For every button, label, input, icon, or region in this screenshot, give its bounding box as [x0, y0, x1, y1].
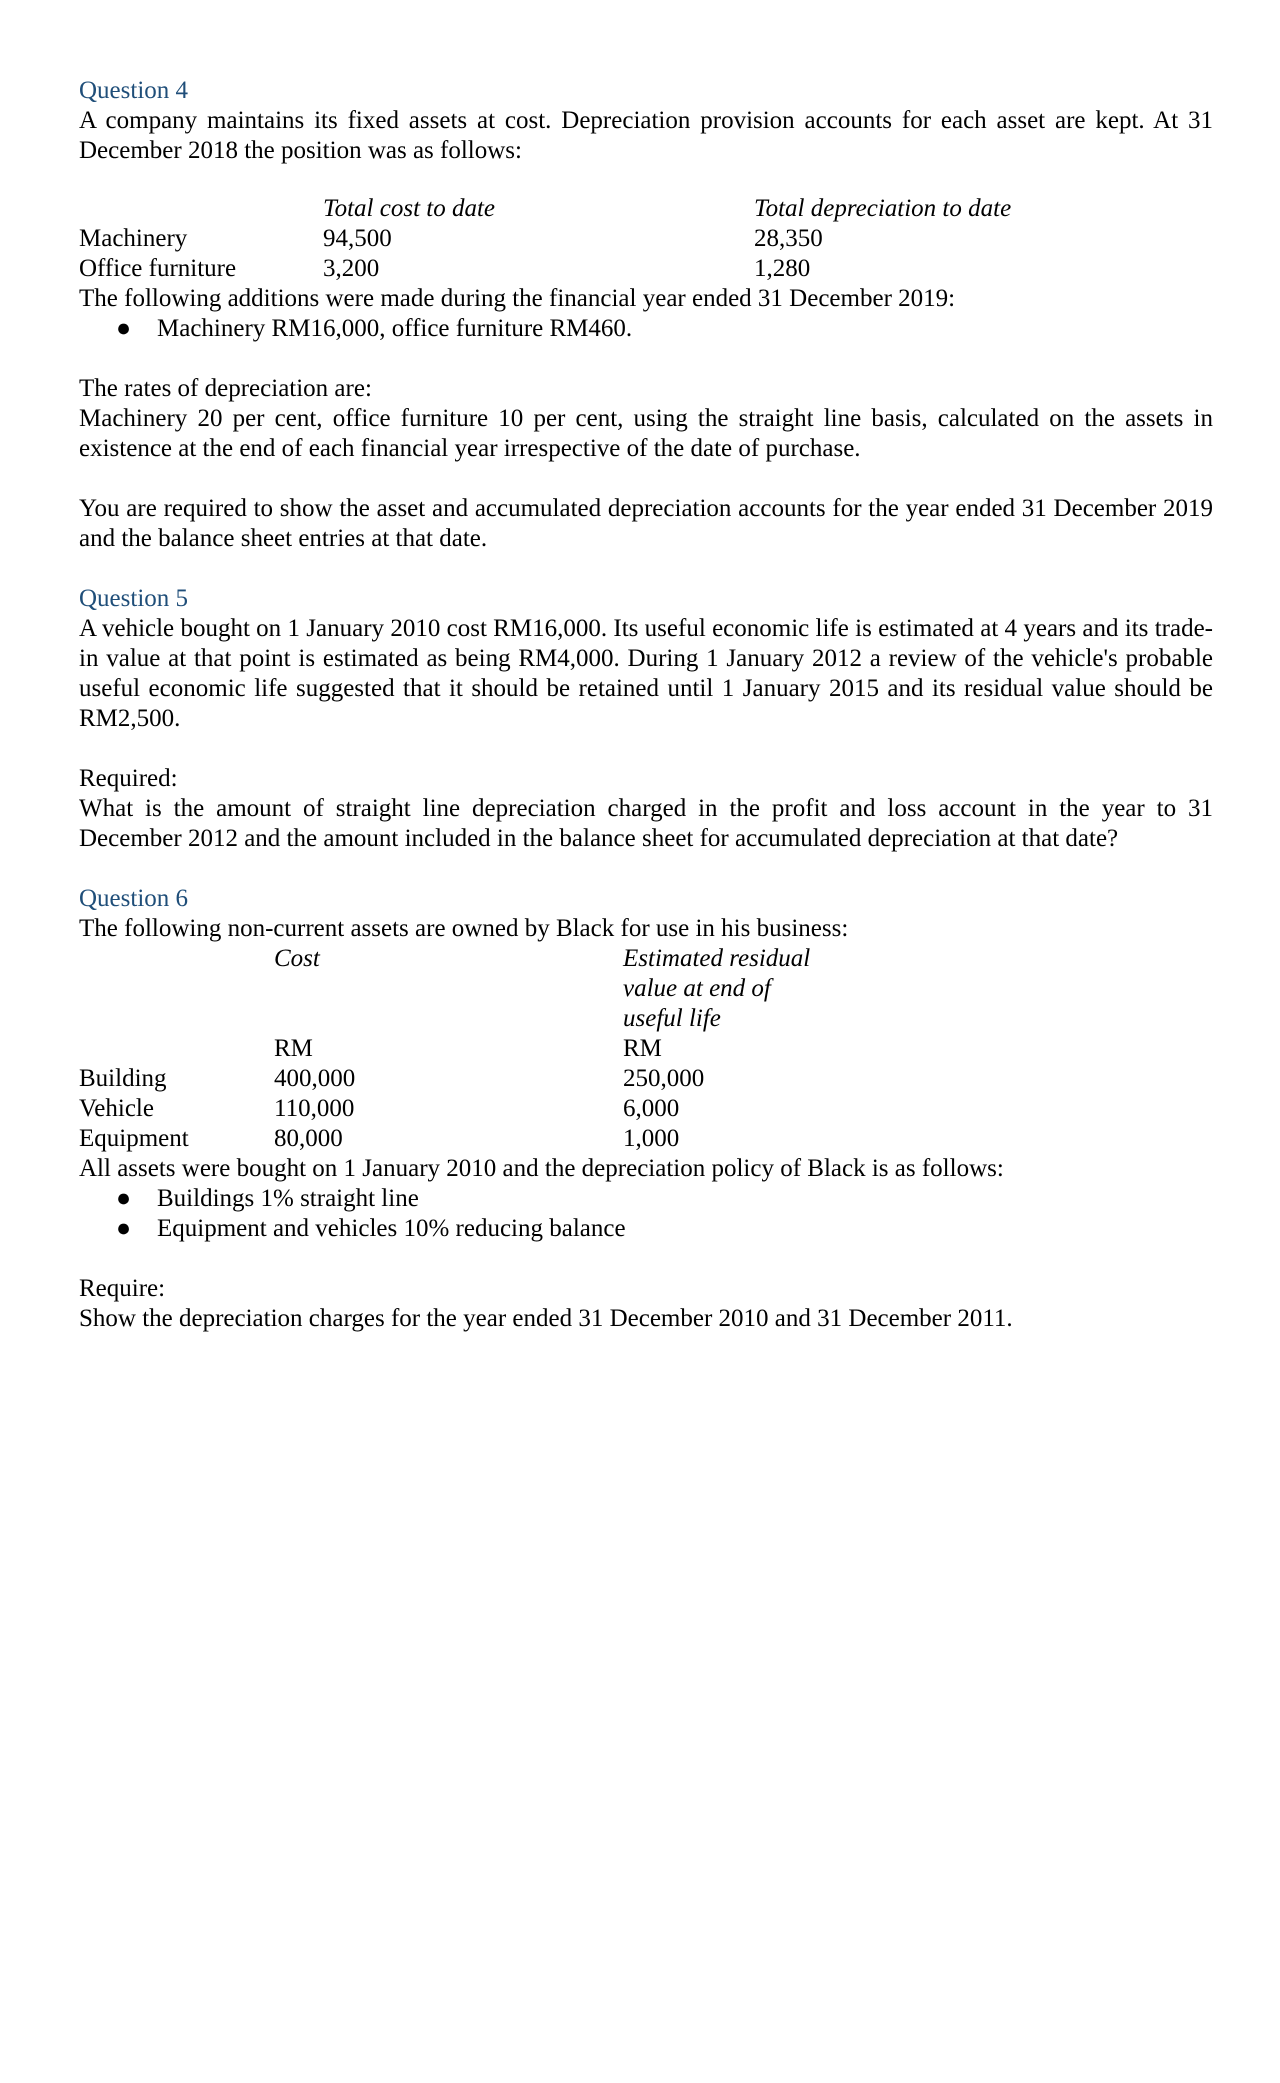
- question-4-intro: A company maintains its fixed assets at cost. Depreciation provision accounts for each asset are kept. At 31 December 2018 the position was as follows:: [79, 107, 1213, 164]
- question-6-bullets: [79, 1184, 1213, 1244]
- question-4-heading: Question 4: [79, 77, 189, 104]
- row-residual: 1,000: [623, 1125, 680, 1152]
- unit-cost: RM: [274, 1035, 313, 1062]
- header-cost: Cost: [274, 945, 320, 972]
- list-item: ● Machinery RM16,000, office furniture RM460.: [116, 315, 633, 342]
- question-4-rates-text: Machinery 20 per cent, office furniture 10 per cent, using the straight line basis, calculated on the assets in existence at the end of each financial year irrespective of the date of purchase.: [79, 405, 1213, 462]
- row-cost: 3,200: [323, 255, 380, 282]
- bullet-icon: ●: [116, 315, 132, 342]
- row-depreciation: 28,350: [754, 225, 823, 252]
- table-row: [79, 1094, 1213, 1124]
- row-cost: 110,000: [274, 1095, 355, 1122]
- list-item: ● Equipment and vehicles 10% reducing balance: [116, 1215, 626, 1242]
- row-residual: 6,000: [623, 1095, 680, 1122]
- table-header-row: [79, 944, 1213, 974]
- question-5-required-text: What is the amount of straight line depreciation charged in the profit and loss account in the year to 31 December 2012 and the amount included in the balance sheet for accumulated depreciation at that date?: [79, 795, 1213, 852]
- row-label: Equipment: [79, 1125, 189, 1152]
- question-5-heading: Question 5: [79, 585, 189, 612]
- question-5: [79, 584, 1213, 854]
- row-label: Vehicle: [79, 1095, 154, 1122]
- question-6-policy: All assets were bought on 1 January 2010 and the depreciation policy of Black is as follows:: [79, 1155, 1004, 1182]
- row-depreciation: 1,280: [754, 255, 811, 282]
- table-unit-row: [79, 1034, 1213, 1064]
- question-6-require-text: Show the depreciation charges for the year ended 31 December 2010 and 31 December 2011.: [79, 1305, 1013, 1332]
- question-6: [79, 884, 1213, 1334]
- question-5-intro: A vehicle bought on 1 January 2010 cost RM16,000. Its useful economic life is estimated at 4 years and its trade-in value at that point is estimated as being RM4,000. During 1 January 2012 a review of the vehicle's probable useful economic life suggested that it should be retained until 1 January 2015 and its residual value should be RM2,500.: [79, 615, 1213, 732]
- question-6-heading: Question 6: [79, 885, 189, 912]
- question-6-require-label: Require:: [79, 1275, 166, 1302]
- row-label: Machinery: [79, 225, 188, 252]
- question-4-required: You are required to show the asset and accumulated depreciation accounts for the year ended 31 December 2019 and the balance sheet entries at that date.: [79, 495, 1213, 552]
- header-residual-line-1: Estimated residual: [623, 945, 811, 972]
- row-cost: 94,500: [323, 225, 392, 252]
- question-4-bullets: [79, 314, 1213, 344]
- bullet-icon: ●: [116, 1215, 132, 1242]
- row-label: Building: [79, 1065, 167, 1092]
- row-cost: 400,000: [274, 1065, 356, 1092]
- table-header-row: [79, 974, 1213, 1004]
- table-row: [79, 254, 1213, 284]
- table-row: [79, 1124, 1213, 1154]
- row-residual: 250,000: [623, 1065, 705, 1092]
- document-page: [79, 76, 1213, 1334]
- header-residual-line-2: value at end of: [623, 975, 771, 1002]
- unit-residual: RM: [623, 1035, 662, 1062]
- question-4-rates-heading: The rates of depreciation are:: [79, 375, 372, 402]
- row-cost: 80,000: [274, 1125, 343, 1152]
- bullet-icon: ●: [116, 1185, 132, 1212]
- table-header-row: [79, 194, 1213, 224]
- header-residual-line-3: useful life: [623, 1005, 721, 1032]
- header-total-depreciation: Total depreciation to date: [754, 195, 1012, 222]
- question-4-table: [79, 194, 1213, 284]
- table-header-row: [79, 1004, 1213, 1034]
- question-5-required-label: Required:: [79, 765, 178, 792]
- table-row: [79, 224, 1213, 254]
- question-4: [79, 76, 1213, 554]
- row-label: Office furniture: [79, 255, 237, 282]
- table-row: [79, 1064, 1213, 1094]
- question-6-intro: The following non-current assets are owned by Black for use in his business:: [79, 915, 849, 942]
- question-6-table: [79, 944, 1213, 1154]
- header-total-cost: Total cost to date: [323, 195, 496, 222]
- list-item: ● Buildings 1% straight line: [116, 1185, 419, 1212]
- question-4-additions: The following additions were made during the financial year ended 31 December 2019:: [79, 285, 956, 312]
